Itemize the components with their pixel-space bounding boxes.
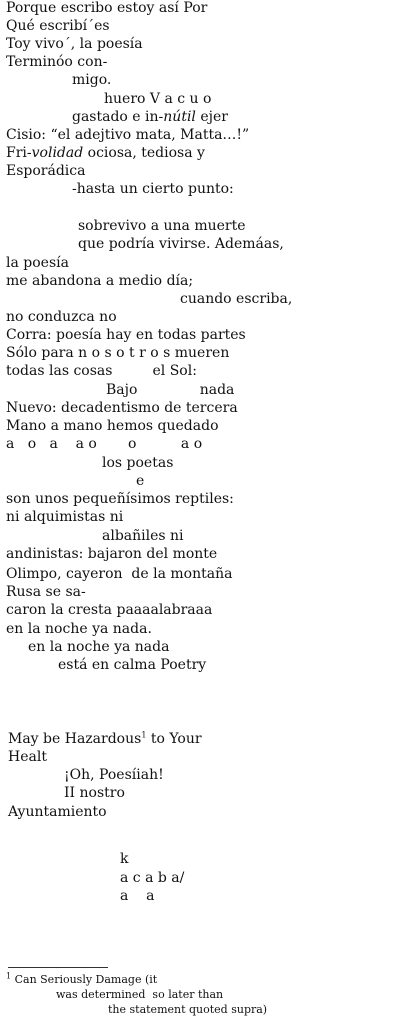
poem-fragment: May be Hazardous bbox=[8, 731, 142, 747]
footnote-text: Can Seriously Damage (it bbox=[11, 973, 158, 986]
poem-line bbox=[72, 109, 228, 125]
poem-line: está en calma Poetry bbox=[58, 657, 207, 673]
poem-line: caron la cresta paaaalabraaa bbox=[6, 602, 213, 618]
poem-line: Esporádica bbox=[6, 163, 86, 179]
footnote-line: the statement quoted supra) bbox=[108, 1003, 268, 1016]
poem-line: ¡Oh, Poesíiah! bbox=[64, 767, 164, 783]
poem-line: Corra: poesía hay en todas partes bbox=[6, 327, 246, 343]
poem-line: a o a a o o a o bbox=[6, 436, 203, 452]
poem-line: Ayuntamiento bbox=[8, 804, 107, 820]
poem-line: andinistas: bajaron del monte bbox=[6, 546, 218, 562]
poem-line: Terminóo con- bbox=[6, 54, 108, 70]
poem-line: Cisio: “el adejtivo mata, Matta…!” bbox=[6, 127, 250, 143]
poem-fragment-italic: nútil bbox=[163, 109, 196, 125]
footnote-mark: 1 bbox=[6, 971, 12, 981]
poem-line: Toy vivo´, la poesía bbox=[6, 36, 143, 52]
poem-line: no conduzca no bbox=[6, 309, 117, 325]
poem-fragment: ociosa, tediosa y bbox=[83, 145, 205, 161]
poem-line: Nuevo: decadentismo de tercera bbox=[6, 400, 238, 416]
footnote-divider bbox=[8, 967, 108, 968]
poem-fragment: Fri- bbox=[6, 145, 32, 161]
poem-line: Porque escribo estoy así Por bbox=[6, 0, 208, 16]
poem-line: Healt bbox=[8, 749, 47, 765]
poem-fragment: ejer bbox=[195, 109, 228, 125]
poem-line bbox=[6, 145, 205, 161]
poem-line: me abandona a medio día; bbox=[6, 273, 194, 289]
poem-line: a c a b a/ bbox=[120, 870, 185, 886]
footnote-line bbox=[6, 973, 157, 987]
poem-line: la poesía bbox=[6, 255, 69, 271]
poem-line: ni alquimistas ni bbox=[6, 509, 124, 525]
poem-line: Qué escribí´es bbox=[6, 18, 110, 34]
poem-line: cuando escriba, bbox=[180, 291, 293, 307]
poem-line: Sólo para n o s o t r o s mueren bbox=[6, 345, 230, 361]
poem-line: Rusa se sa- bbox=[6, 584, 86, 600]
poem-line: Bajo nada bbox=[106, 382, 235, 398]
poem-fragment-italic: volidad bbox=[31, 145, 84, 161]
poem-line: a a bbox=[120, 888, 155, 904]
poem-line: los poetas bbox=[102, 455, 174, 471]
poem-line: en la noche ya nada bbox=[28, 639, 170, 655]
footnote-reference: 1 bbox=[141, 730, 147, 740]
poem-line: II nostro bbox=[64, 785, 125, 801]
poem-line: sobrevivo a una muerte bbox=[78, 218, 246, 234]
poem-line: Olimpo, cayeron de la montaña bbox=[6, 566, 233, 582]
poem-line bbox=[8, 731, 202, 747]
poem-fragment: gastado e in- bbox=[72, 109, 164, 125]
poem-line: todas las cosas el Sol: bbox=[6, 363, 197, 379]
poem-fragment: to Your bbox=[146, 731, 202, 747]
poem-line: que podría vivirse. Ademáas, bbox=[78, 236, 284, 252]
poem-line: huero V a c u o bbox=[104, 91, 212, 107]
poem-line: -hasta un cierto punto: bbox=[72, 181, 234, 197]
poem-line: en la noche ya nada. bbox=[6, 621, 152, 637]
poem-line: migo. bbox=[72, 72, 112, 88]
footnote-line: was determined so later than bbox=[56, 988, 224, 1001]
poem-line: k bbox=[120, 851, 129, 867]
poem-line: albañiles ni bbox=[102, 528, 184, 544]
poem-line: son unos pequeñísimos reptiles: bbox=[6, 491, 234, 507]
poem-line: e bbox=[136, 473, 145, 489]
poem-line: Mano a mano hemos quedado bbox=[6, 418, 219, 434]
